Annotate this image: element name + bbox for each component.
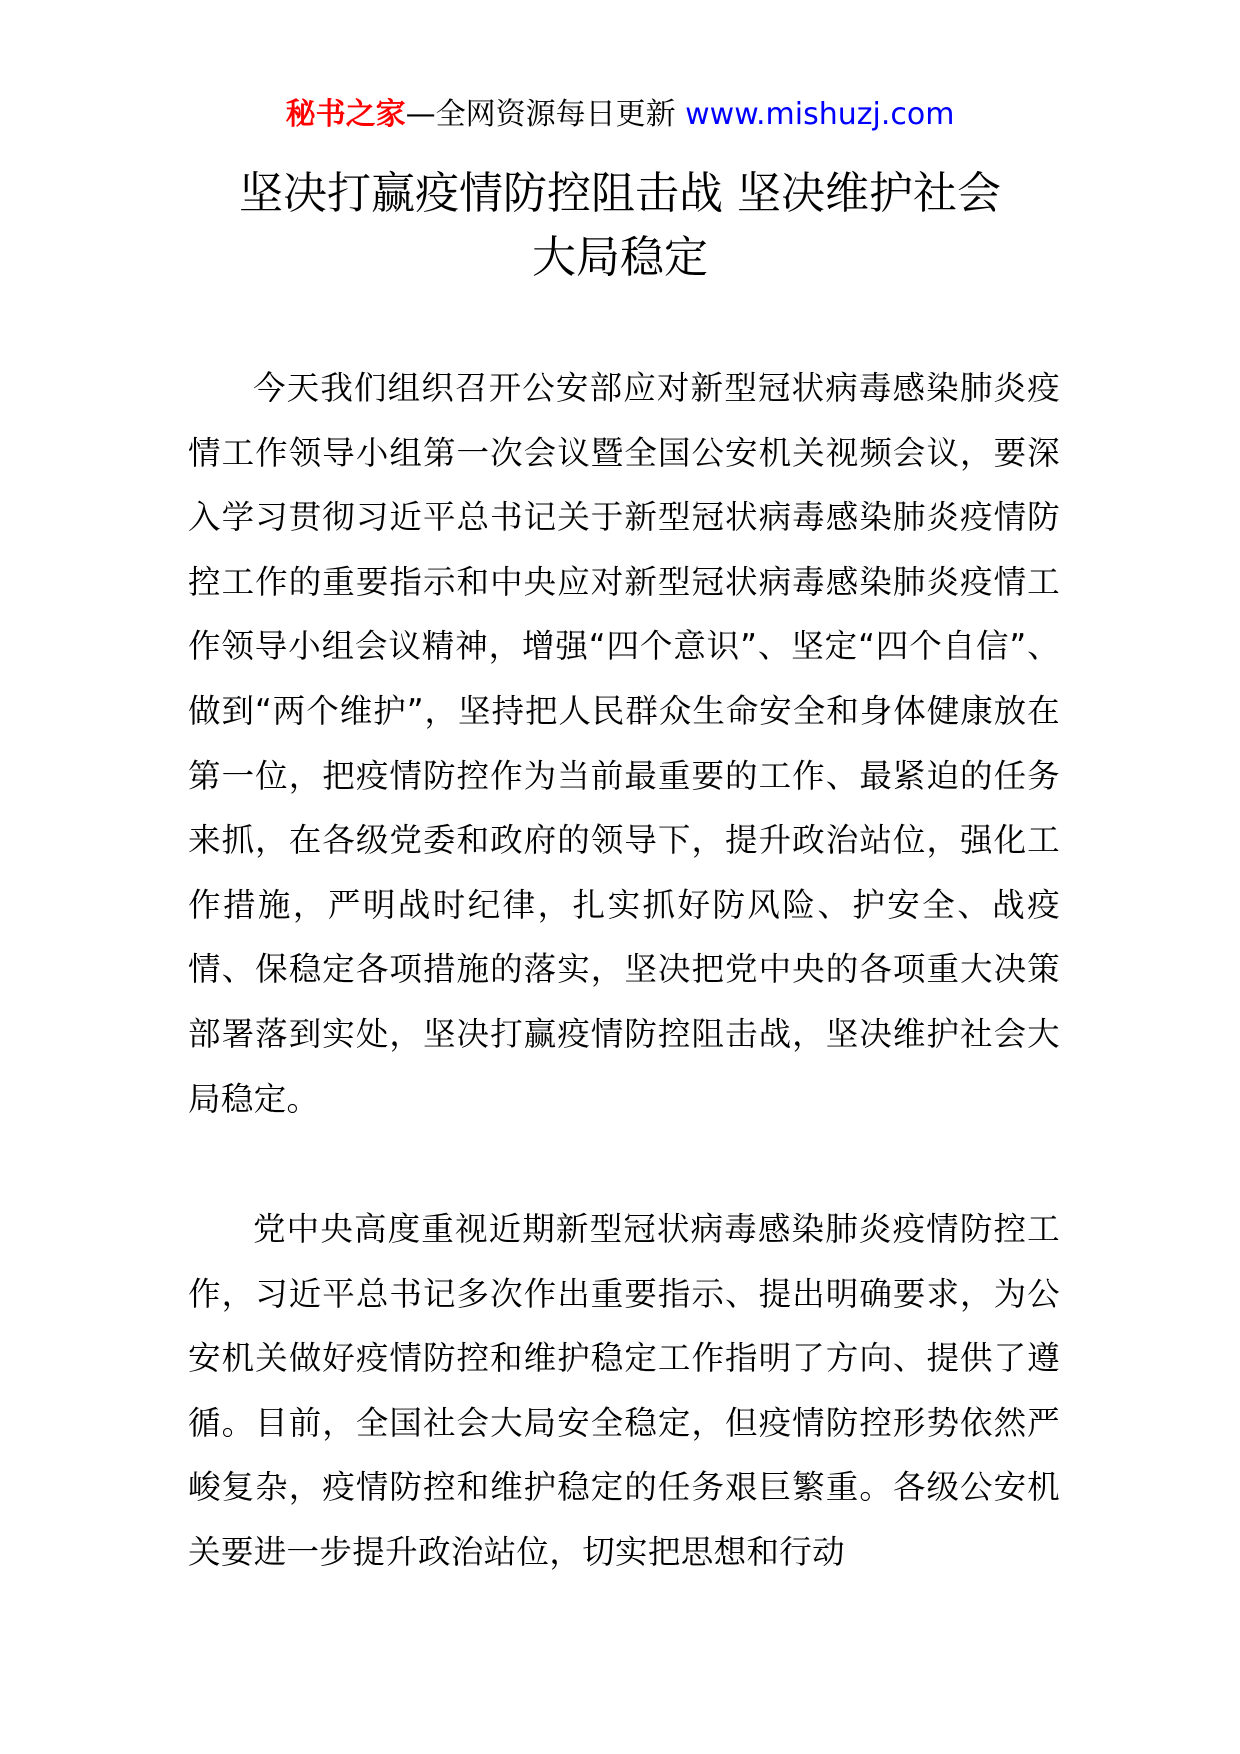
body-paragraph: 党中央高度重视近期新型冠状病毒感染肺炎疫情防控工作，习近平总书记多次作出重要指示、提出明确要求，为公安机关做好疫情防控和维护稳定工作指明了方向、提供了遵循。目前，全国社会大局安全稳定，但疫情防控形势依然严峻复杂，疫情防控和维护稳定的任务艰巨繁重。各级公安机关要进一步提升政治站位，切实把思想和行动 <box>188 1210 1060 1571</box>
document-title <box>150 162 1090 290</box>
title-line-1: 坚决打赢疫情防控阻击战 坚决维护社会 <box>239 168 1001 219</box>
site-url-link[interactable]: www.mishuzj.com <box>685 97 955 132</box>
header-tagline: —全网资源每日更新 <box>405 97 676 132</box>
brand-name: 秘书之家 <box>285 97 406 132</box>
body-paragraph: 今天我们组织召开公安部应对新型冠状病毒感染肺炎疫情工作领导小组第一次会议暨全国公安机关视频会议，要深入学习贯彻习近平总书记关于新型冠状病毒感染肺炎疫情防控工作的重要指示和中央应对新型冠状病毒感染肺炎疫情工作领导小组会议精神，增强“四个意识”、坚定“四个自信”、做到“两个维护”，坚持把人民群众生命安全和身体健康放在第一位，把疫情防控作为当前最重要的工作、最紧迫的任务来抓，在各级党委和政府的领导下，提升政治站位，强化工作措施，严明战时纪律，扎实抓好防风险、护安全、战疫情、保稳定各项措施的落实，坚决把党中央的各项重大决策部署落到实处，坚决打赢疫情防控阻击战，坚决维护社会大局稳定。 <box>188 369 1060 1118</box>
site-header <box>0 97 1240 133</box>
title-line-2: 大局稳定 <box>532 232 708 283</box>
